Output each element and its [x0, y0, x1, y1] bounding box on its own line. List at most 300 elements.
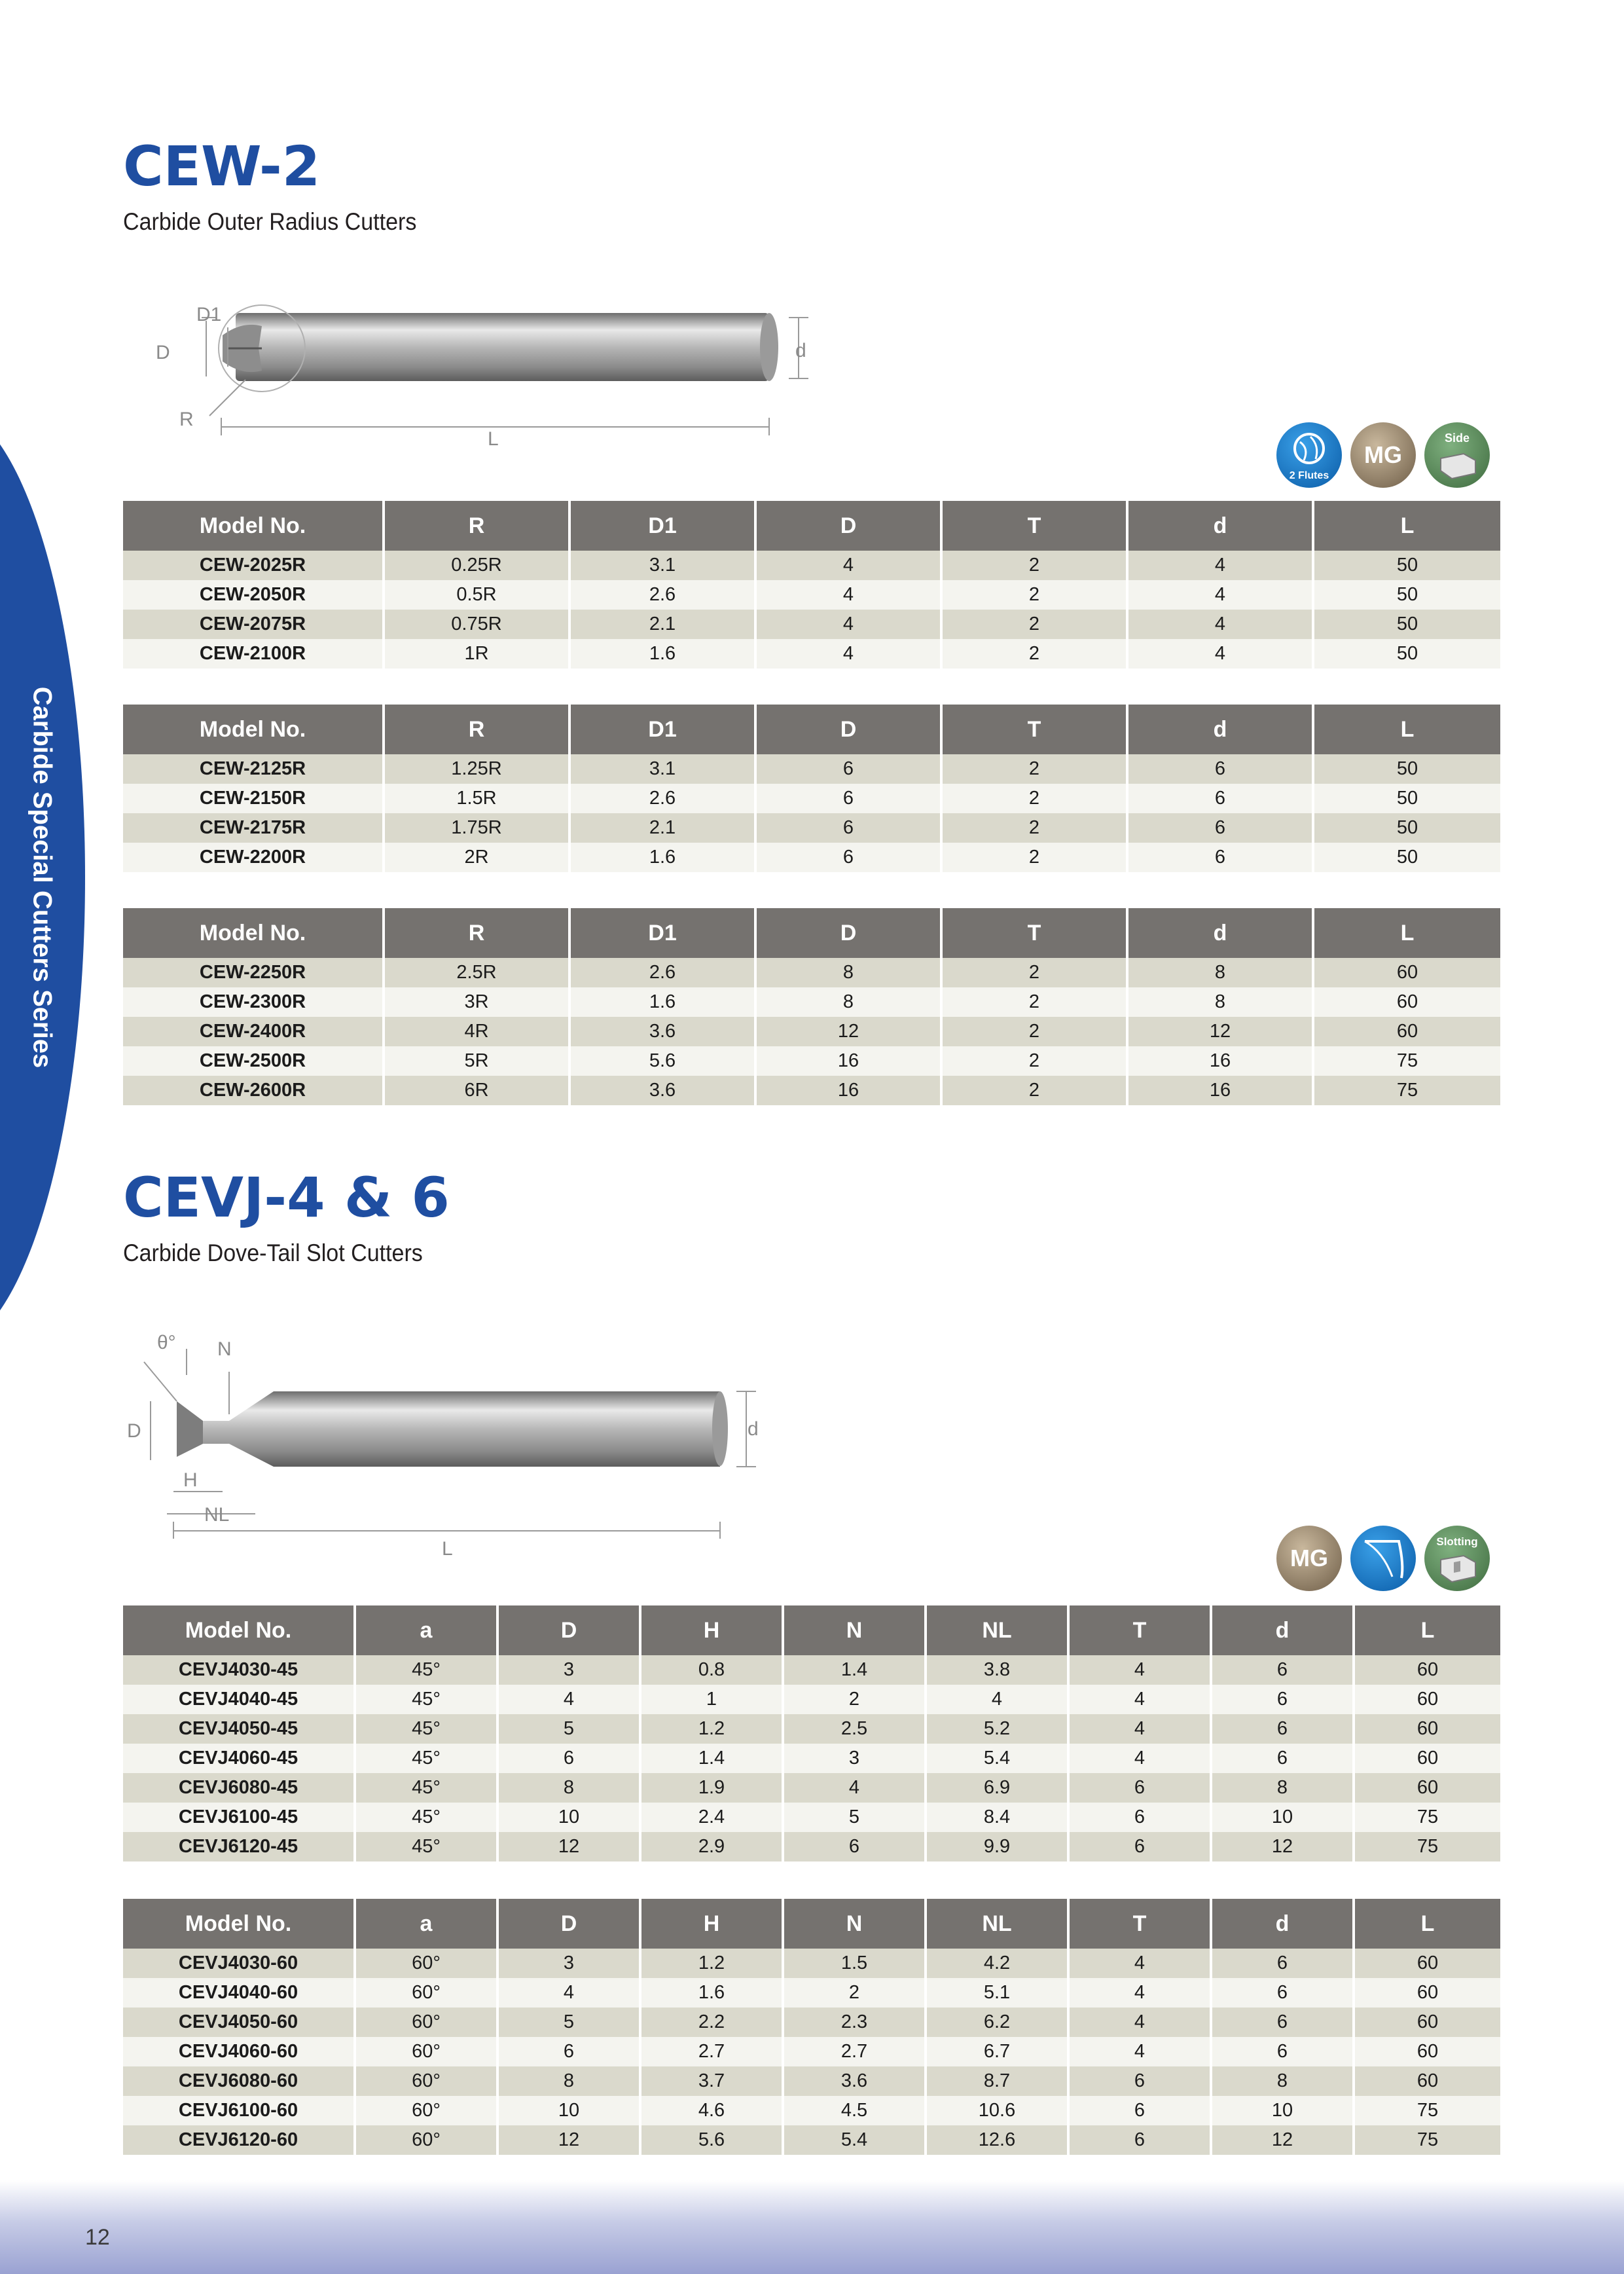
model-number-cell: CEW-2075R: [123, 610, 385, 639]
table-cell: 3.1: [571, 754, 757, 784]
header-r: R: [385, 908, 571, 958]
table-cell: 60: [1314, 1017, 1500, 1046]
table-cell: 4: [1070, 1949, 1212, 1978]
table-cell: 5R: [385, 1046, 571, 1076]
table-cell: 6: [499, 2037, 641, 2066]
table-cell: 4R: [385, 1017, 571, 1046]
table-cell: 60°: [356, 2037, 499, 2066]
table-cell: 1.25R: [385, 754, 571, 784]
table-row: [123, 639, 1500, 669]
table-cell: 3.6: [571, 1076, 757, 1105]
table-cell: 4: [757, 580, 943, 610]
model-number-cell: CEW-2125R: [123, 754, 385, 784]
table-cell: 60°: [356, 2096, 499, 2125]
table-cell: 2: [943, 843, 1128, 872]
table-cell: 4: [757, 551, 943, 580]
table-row: [123, 1832, 1500, 1861]
dim-nl-label: NL: [204, 1504, 230, 1526]
table-row: [123, 813, 1500, 843]
model-number-cell: CEVJ6100-45: [123, 1803, 356, 1832]
table-row: [123, 1714, 1500, 1744]
header-d: D: [499, 1605, 641, 1655]
table-row: [123, 2096, 1500, 2125]
table-cell: 3.6: [571, 1017, 757, 1046]
model-number-cell: CEVJ6120-60: [123, 2125, 356, 2155]
table-cell: 45°: [356, 1773, 499, 1803]
table-cell: 45°: [356, 1655, 499, 1685]
table-cell: 6: [1070, 1832, 1212, 1861]
header-l: L: [1355, 1899, 1500, 1949]
mg-icon: [1350, 422, 1416, 488]
model-number-cell: CEW-2175R: [123, 813, 385, 843]
svg-text:MG: MG: [1364, 441, 1402, 468]
two-flutes-icon: [1276, 422, 1342, 488]
dim-d-label: D: [127, 1420, 141, 1442]
table-cell: 6.2: [927, 2008, 1070, 2037]
table-cell: 5: [499, 1714, 641, 1744]
table-cell: 10.6: [927, 2096, 1070, 2125]
table-cell: 1.4: [784, 1655, 927, 1685]
dim-h-label: H: [183, 1469, 198, 1491]
header-t: T: [943, 705, 1128, 754]
table-cell: 1.6: [571, 987, 757, 1017]
table-cell: 6.9: [927, 1773, 1070, 1803]
table-cell: 5: [784, 1803, 927, 1832]
table-cell: 75: [1355, 2096, 1500, 2125]
header-t: T: [943, 908, 1128, 958]
table-cell: 1R: [385, 639, 571, 669]
dim-l-label: L: [488, 428, 499, 450]
table-cell: 1.6: [641, 1978, 784, 2008]
model-number-cell: CEW-2100R: [123, 639, 385, 669]
table-cell: 4: [757, 610, 943, 639]
table-cell: 50: [1314, 843, 1500, 872]
model-number-cell: CEW-2200R: [123, 843, 385, 872]
table-cell: 45°: [356, 1714, 499, 1744]
header-model-no: Model No.: [123, 705, 385, 754]
table-cell: 6: [499, 1744, 641, 1773]
table-cell: 60°: [356, 2125, 499, 2155]
model-number-cell: CEW-2025R: [123, 551, 385, 580]
table-cell: 5.1: [927, 1978, 1070, 2008]
table-cell: 9.9: [927, 1832, 1070, 1861]
header-shank-d: d: [1212, 1605, 1355, 1655]
table-cell: 6: [1212, 2008, 1355, 2037]
table-cell: 0.75R: [385, 610, 571, 639]
header-d: D: [499, 1899, 641, 1949]
header-shank-d: d: [1128, 501, 1314, 551]
table-cell: 1.2: [641, 1949, 784, 1978]
table-cell: 75: [1355, 1803, 1500, 1832]
model-number-cell: CEVJ6120-45: [123, 1832, 356, 1861]
table-row: [123, 580, 1500, 610]
table-cell: 5.6: [571, 1046, 757, 1076]
svg-text:MG: MG: [1290, 1545, 1328, 1571]
table-cell: 4: [1070, 1714, 1212, 1744]
dim-d-shank-label: d: [795, 340, 806, 361]
table-row: [123, 2008, 1500, 2037]
cevj-spec-table-1: [123, 1605, 1500, 1861]
table-cell: 60°: [356, 1978, 499, 2008]
table-cell: 8: [1212, 1773, 1355, 1803]
table-cell: 2.5R: [385, 958, 571, 987]
table-row: [123, 2066, 1500, 2096]
table-cell: 60: [1355, 2037, 1500, 2066]
table-cell: 4: [1070, 1685, 1212, 1714]
table-cell: 2.4: [641, 1803, 784, 1832]
table-cell: 2.6: [571, 580, 757, 610]
cevj-section-subtitle: Carbide Dove-Tail Slot Cutters: [123, 1239, 423, 1266]
table-cell: 4: [499, 1685, 641, 1714]
header-shank-d: d: [1212, 1899, 1355, 1949]
table-cell: 3: [499, 1655, 641, 1685]
header-l: L: [1355, 1605, 1500, 1655]
table-cell: 6: [1212, 2037, 1355, 2066]
table-cell: 4: [1128, 580, 1314, 610]
cew-spec-table-1: [123, 501, 1500, 669]
header-angle: a: [356, 1605, 499, 1655]
header-model-no: Model No.: [123, 501, 385, 551]
header-l: L: [1314, 908, 1500, 958]
table-cell: 50: [1314, 784, 1500, 813]
model-number-cell: CEVJ6080-60: [123, 2066, 356, 2096]
table-cell: 60: [1314, 987, 1500, 1017]
model-number-cell: CEW-2050R: [123, 580, 385, 610]
cew-tool-drawing: [144, 295, 812, 452]
table-cell: 16: [1128, 1076, 1314, 1105]
table-cell: 3.7: [641, 2066, 784, 2096]
table-cell: 60: [1355, 1773, 1500, 1803]
svg-text:Slotting: Slotting: [1436, 1535, 1478, 1548]
table-cell: 8: [757, 987, 943, 1017]
table-cell: 6: [1070, 1773, 1212, 1803]
header-t: T: [1070, 1605, 1212, 1655]
table-cell: 6: [757, 754, 943, 784]
header-h: H: [641, 1899, 784, 1949]
cew-spec-table-2: [123, 705, 1500, 872]
svg-text:Side: Side: [1444, 431, 1470, 445]
dim-l-label: L: [442, 1538, 453, 1560]
cevj-tool-drawing: [124, 1323, 779, 1565]
table-cell: 50: [1314, 639, 1500, 669]
header-d: D: [757, 705, 943, 754]
table-cell: 2: [943, 580, 1128, 610]
table-row: [123, 1076, 1500, 1105]
table-cell: 12: [499, 2125, 641, 2155]
side-tab-label: Carbide Special Cutters Series: [27, 686, 57, 1069]
table-row: [123, 2037, 1500, 2066]
model-number-cell: CEVJ4060-60: [123, 2037, 356, 2066]
table-cell: 4: [1128, 551, 1314, 580]
header-model-no: Model No.: [123, 1605, 356, 1655]
table-cell: 6: [784, 1832, 927, 1861]
table-cell: 60: [1355, 2066, 1500, 2096]
table-cell: 2: [784, 1978, 927, 2008]
table-cell: 45°: [356, 1832, 499, 1861]
slotting-icon: [1424, 1526, 1490, 1591]
table-cell: 6: [1128, 784, 1314, 813]
table-cell: 60: [1355, 1744, 1500, 1773]
header-angle: a: [356, 1899, 499, 1949]
table-cell: 60°: [356, 1949, 499, 1978]
header-n: N: [784, 1605, 927, 1655]
table-cell: 6: [1212, 1655, 1355, 1685]
table-cell: 75: [1355, 2125, 1500, 2155]
header-nl: NL: [927, 1605, 1070, 1655]
mg-icon: [1276, 1526, 1342, 1591]
table-cell: 2: [784, 1685, 927, 1714]
table-cell: 12.6: [927, 2125, 1070, 2155]
table-cell: 2.9: [641, 1832, 784, 1861]
table-cell: 6: [1212, 1714, 1355, 1744]
table-cell: 12: [499, 1832, 641, 1861]
table-cell: 2.6: [571, 958, 757, 987]
table-row: [123, 1017, 1500, 1046]
header-nl: NL: [927, 1899, 1070, 1949]
dovetail-profile-icon: [1350, 1526, 1416, 1591]
table-cell: 6: [1212, 1685, 1355, 1714]
table-cell: 10: [1212, 2096, 1355, 2125]
table-cell: 60: [1355, 1978, 1500, 2008]
table-cell: 2.2: [641, 2008, 784, 2037]
table-cell: 6: [1070, 2066, 1212, 2096]
table-cell: 4: [784, 1773, 927, 1803]
model-number-cell: CEW-2400R: [123, 1017, 385, 1046]
table-cell: 5.2: [927, 1714, 1070, 1744]
table-cell: 4: [1070, 1655, 1212, 1685]
table-cell: 50: [1314, 580, 1500, 610]
table-cell: 12: [1212, 2125, 1355, 2155]
table-cell: 6: [1070, 1803, 1212, 1832]
table-cell: 1: [641, 1685, 784, 1714]
table-cell: 3.8: [927, 1655, 1070, 1685]
table-cell: 4: [757, 639, 943, 669]
model-number-cell: CEVJ4060-45: [123, 1744, 356, 1773]
table-cell: 4: [1128, 639, 1314, 669]
model-number-cell: CEW-2150R: [123, 784, 385, 813]
table-cell: 2: [943, 610, 1128, 639]
cevj-spec-table-2: [123, 1899, 1500, 2155]
header-shank-d: d: [1128, 908, 1314, 958]
header-d: D: [757, 501, 943, 551]
table-cell: 6: [757, 843, 943, 872]
table-cell: 2: [943, 639, 1128, 669]
table-cell: 0.8: [641, 1655, 784, 1685]
table-cell: 2.3: [784, 2008, 927, 2037]
table-cell: 75: [1355, 1832, 1500, 1861]
table-cell: 50: [1314, 813, 1500, 843]
table-cell: 50: [1314, 551, 1500, 580]
table-cell: 3.1: [571, 551, 757, 580]
table-row: [123, 987, 1500, 1017]
table-cell: 45°: [356, 1744, 499, 1773]
dim-d-shank-label: d: [748, 1418, 759, 1440]
table-cell: 5.4: [784, 2125, 927, 2155]
table-cell: 8: [1212, 2066, 1355, 2096]
table-row: [123, 1046, 1500, 1076]
table-cell: 45°: [356, 1803, 499, 1832]
table-cell: 1.5R: [385, 784, 571, 813]
table-cell: 4: [1070, 2008, 1212, 2037]
header-model-no: Model No.: [123, 908, 385, 958]
table-cell: 2.1: [571, 813, 757, 843]
table-cell: 12: [1128, 1017, 1314, 1046]
model-number-cell: CEW-2300R: [123, 987, 385, 1017]
table-cell: 60: [1355, 1685, 1500, 1714]
table-cell: 6: [757, 813, 943, 843]
table-cell: 6: [757, 784, 943, 813]
dim-d1-label: D1: [196, 304, 222, 325]
model-number-cell: CEVJ6080-45: [123, 1773, 356, 1803]
table-cell: 4: [1070, 1744, 1212, 1773]
table-cell: 0.5R: [385, 580, 571, 610]
table-cell: 12: [1212, 1832, 1355, 1861]
table-cell: 8: [1128, 958, 1314, 987]
dim-d-label: D: [156, 342, 170, 363]
cew-section-title: CEW-2: [123, 134, 321, 198]
header-r: R: [385, 501, 571, 551]
cew-feature-icons: [1276, 422, 1492, 494]
model-number-cell: CEW-2250R: [123, 958, 385, 987]
table-cell: 2.5: [784, 1714, 927, 1744]
table-cell: 2: [943, 784, 1128, 813]
table-row: [123, 1773, 1500, 1803]
table-cell: 60°: [356, 2066, 499, 2096]
header-l: L: [1314, 501, 1500, 551]
model-number-cell: CEW-2600R: [123, 1076, 385, 1105]
table-cell: 75: [1314, 1046, 1500, 1076]
table-cell: 6: [1212, 1949, 1355, 1978]
header-r: R: [385, 705, 571, 754]
table-cell: 16: [757, 1076, 943, 1105]
table-cell: 6: [1128, 813, 1314, 843]
table-cell: 60: [1355, 1714, 1500, 1744]
table-cell: 4: [1070, 1978, 1212, 2008]
table-cell: 5: [499, 2008, 641, 2037]
table-cell: 10: [499, 1803, 641, 1832]
table-cell: 6: [1128, 754, 1314, 784]
header-h: H: [641, 1605, 784, 1655]
model-number-cell: CEVJ4030-60: [123, 1949, 356, 1978]
table-cell: 4: [927, 1685, 1070, 1714]
dim-r-label: R: [179, 409, 194, 430]
table-cell: 8.7: [927, 2066, 1070, 2096]
table-row: [123, 1655, 1500, 1685]
header-shank-d: d: [1128, 705, 1314, 754]
header-t: T: [943, 501, 1128, 551]
table-cell: 2: [943, 754, 1128, 784]
table-cell: 75: [1314, 1076, 1500, 1105]
header-t: T: [1070, 1899, 1212, 1949]
dim-theta-label: θ°: [157, 1332, 176, 1353]
table-cell: 2: [943, 958, 1128, 987]
table-cell: 2: [943, 1076, 1128, 1105]
table-cell: 1.4: [641, 1744, 784, 1773]
table-row: [123, 843, 1500, 872]
cevj-section-title: CEVJ-4 & 6: [123, 1165, 450, 1230]
side-milling-icon: [1424, 422, 1490, 488]
table-cell: 6: [1128, 843, 1314, 872]
table-cell: 1.75R: [385, 813, 571, 843]
table-cell: 2: [943, 1017, 1128, 1046]
table-cell: 50: [1314, 610, 1500, 639]
table-cell: 16: [757, 1046, 943, 1076]
model-number-cell: CEVJ4050-45: [123, 1714, 356, 1744]
table-row: [123, 1685, 1500, 1714]
table-cell: 6: [1070, 2125, 1212, 2155]
table-cell: 60: [1314, 958, 1500, 987]
model-number-cell: CEVJ4040-60: [123, 1978, 356, 2008]
table-cell: 45°: [356, 1685, 499, 1714]
table-cell: 3: [784, 1744, 927, 1773]
table-cell: 6: [1070, 2096, 1212, 2125]
table-cell: 6R: [385, 1076, 571, 1105]
table-cell: 6: [1212, 1744, 1355, 1773]
table-cell: 0.25R: [385, 551, 571, 580]
table-row: [123, 2125, 1500, 2155]
table-cell: 1.6: [571, 639, 757, 669]
table-cell: 8: [1128, 987, 1314, 1017]
table-row: [123, 958, 1500, 987]
model-number-cell: CEVJ4050-60: [123, 2008, 356, 2037]
table-row: [123, 1949, 1500, 1978]
table-row: [123, 1744, 1500, 1773]
table-cell: 2R: [385, 843, 571, 872]
header-d1: D1: [571, 908, 757, 958]
header-d1: D1: [571, 705, 757, 754]
table-cell: 2.1: [571, 610, 757, 639]
table-row: [123, 551, 1500, 580]
table-cell: 4.6: [641, 2096, 784, 2125]
table-row: [123, 754, 1500, 784]
table-cell: 1.9: [641, 1773, 784, 1803]
table-cell: 1.6: [571, 843, 757, 872]
table-row: [123, 784, 1500, 813]
table-cell: 2: [943, 813, 1128, 843]
table-cell: 6: [1212, 1978, 1355, 2008]
table-cell: 4.2: [927, 1949, 1070, 1978]
table-row: [123, 1803, 1500, 1832]
table-cell: 1.5: [784, 1949, 927, 1978]
table-cell: 8: [757, 958, 943, 987]
cew-spec-table-3: [123, 908, 1500, 1105]
table-cell: 2: [943, 987, 1128, 1017]
page-number: 12: [85, 2225, 110, 2250]
table-cell: 10: [499, 2096, 641, 2125]
table-cell: 2.7: [784, 2037, 927, 2066]
table-cell: 16: [1128, 1046, 1314, 1076]
header-d1: D1: [571, 501, 757, 551]
table-cell: 8: [499, 2066, 641, 2096]
table-row: [123, 610, 1500, 639]
table-cell: 5.6: [641, 2125, 784, 2155]
table-cell: 2.6: [571, 784, 757, 813]
svg-text:2 Flutes: 2 Flutes: [1289, 470, 1329, 481]
model-number-cell: CEVJ6100-60: [123, 2096, 356, 2125]
cew-section-subtitle: Carbide Outer Radius Cutters: [123, 208, 417, 235]
table-cell: 4: [1070, 2037, 1212, 2066]
table-cell: 8: [499, 1773, 641, 1803]
table-cell: 2.7: [641, 2037, 784, 2066]
table-cell: 3: [499, 1949, 641, 1978]
table-cell: 8.4: [927, 1803, 1070, 1832]
table-cell: 60: [1355, 2008, 1500, 2037]
table-cell: 3.6: [784, 2066, 927, 2096]
table-cell: 60: [1355, 1655, 1500, 1685]
table-cell: 5.4: [927, 1744, 1070, 1773]
cevj-feature-icons: [1276, 1526, 1492, 1598]
table-cell: 60°: [356, 2008, 499, 2037]
